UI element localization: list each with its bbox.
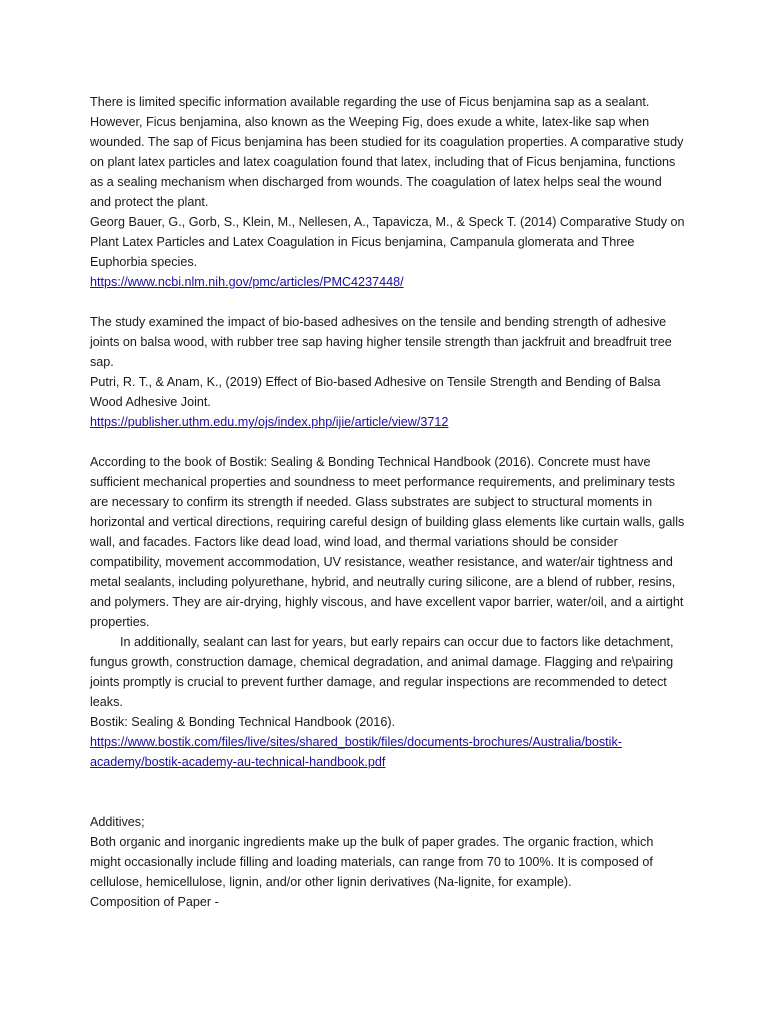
- link-bostik-handbook[interactable]: https://www.bostik.com/files/live/sites/shared_bostik/files/documents-brochures/Australia/bostik-academy/bostik-academy-au-technical-handbook.pdf: [90, 735, 622, 769]
- paragraph-spacer: [90, 432, 685, 452]
- document-body: [90, 92, 685, 912]
- heading-additives: Additives;: [90, 815, 145, 829]
- link-ncbi-article[interactable]: https://www.ncbi.nlm.nih.gov/pmc/articles/PMC4237448/: [90, 275, 404, 289]
- citation-bauer-2014: Georg Bauer, G., Gorb, S., Klein, M., Nellesen, A., Tapavicza, M., & Speck T. (2014) Comparative Study on Plant Latex Particles and Latex Coagulation in Ficus benjamina, Campanula glomerata and Three Euphorbia species.: [90, 215, 685, 269]
- citation-putri-2019: Putri, R. T., & Anam, K., (2019) Effect of Bio-based Adhesive on Tensile Strength and Bending of Balsa Wood Adhesive Joint.: [90, 375, 661, 409]
- paragraph-sealant-repairs: In additionally, sealant can last for years, but early repairs can occur due to factors like detachment, fungus growth, construction damage, chemical degradation, and animal damage. Flagging and re\pairing joints promptly is crucial to prevent further damage, and regular inspections are recommended to detect leaks.: [90, 635, 674, 709]
- link-uthm-article[interactable]: https://publisher.uthm.edu.my/ojs/index.php/ijie/article/view/3712: [90, 415, 449, 429]
- citation-bostik-2016: Bostik: Sealing & Bonding Technical Handbook (2016).: [90, 715, 396, 729]
- paragraph-spacer: [90, 792, 685, 812]
- paragraph-bio-adhesive-study: The study examined the impact of bio-based adhesives on the tensile and bending strength of adhesive joints on balsa wood, with rubber tree sap having higher tensile strength than jackfruit and breadfruit tree sap.: [90, 315, 672, 369]
- paragraph-spacer: [90, 292, 685, 312]
- paragraph-paper-ingredients: Both organic and inorganic ingredients make up the bulk of paper grades. The organic fraction, which might occasionally include filling and loading materials, can range from 70 to 100%. It is composed of cellulose, hemicellulose, lignin, and/or other lignin derivatives (Na-lignite, for example).: [90, 835, 654, 889]
- heading-composition-of-paper: Composition of Paper -: [90, 895, 219, 909]
- paragraph-ficus-sap: There is limited specific information available regarding the use of Ficus benjamina sap as a sealant. However, Ficus benjamina, also known as the Weeping Fig, does exude a white, latex-like sap when wounded. The sap of Ficus benjamina has been studied for its coagulation properties. A comparative study on plant latex particles and latex coagulation found that latex, including that of Ficus benjamina, functions as a sealing mechanism when discharged from wounds. The coagulation of latex helps seal the wound and protect the plant.: [90, 95, 684, 209]
- paragraph-spacer: [90, 772, 685, 792]
- paragraph-bostik-handbook: According to the book of Bostik: Sealing & Bonding Technical Handbook (2016). Concrete must have sufficient mechanical properties and soundness to meet performance requirements, and preliminary tests are necessary to confirm its strength if needed. Glass substrates are subject to structural moments in horizontal and vertical directions, requiring careful design of building glass elements like curtain walls, galls wall, and facades. Factors like dead load, wind load, and thermal variations should be consider compatibility, movement accommodation, UV resistance, weather resistance, and water/air tightness and metal sealants, including polyurethane, hybrid, and neutrally curing silicone, are a blend of rubber, resins, and polymers. They are air-drying, highly viscous, and have excellent vapor barrier, water/oil, and a airtight properties.: [90, 455, 685, 629]
